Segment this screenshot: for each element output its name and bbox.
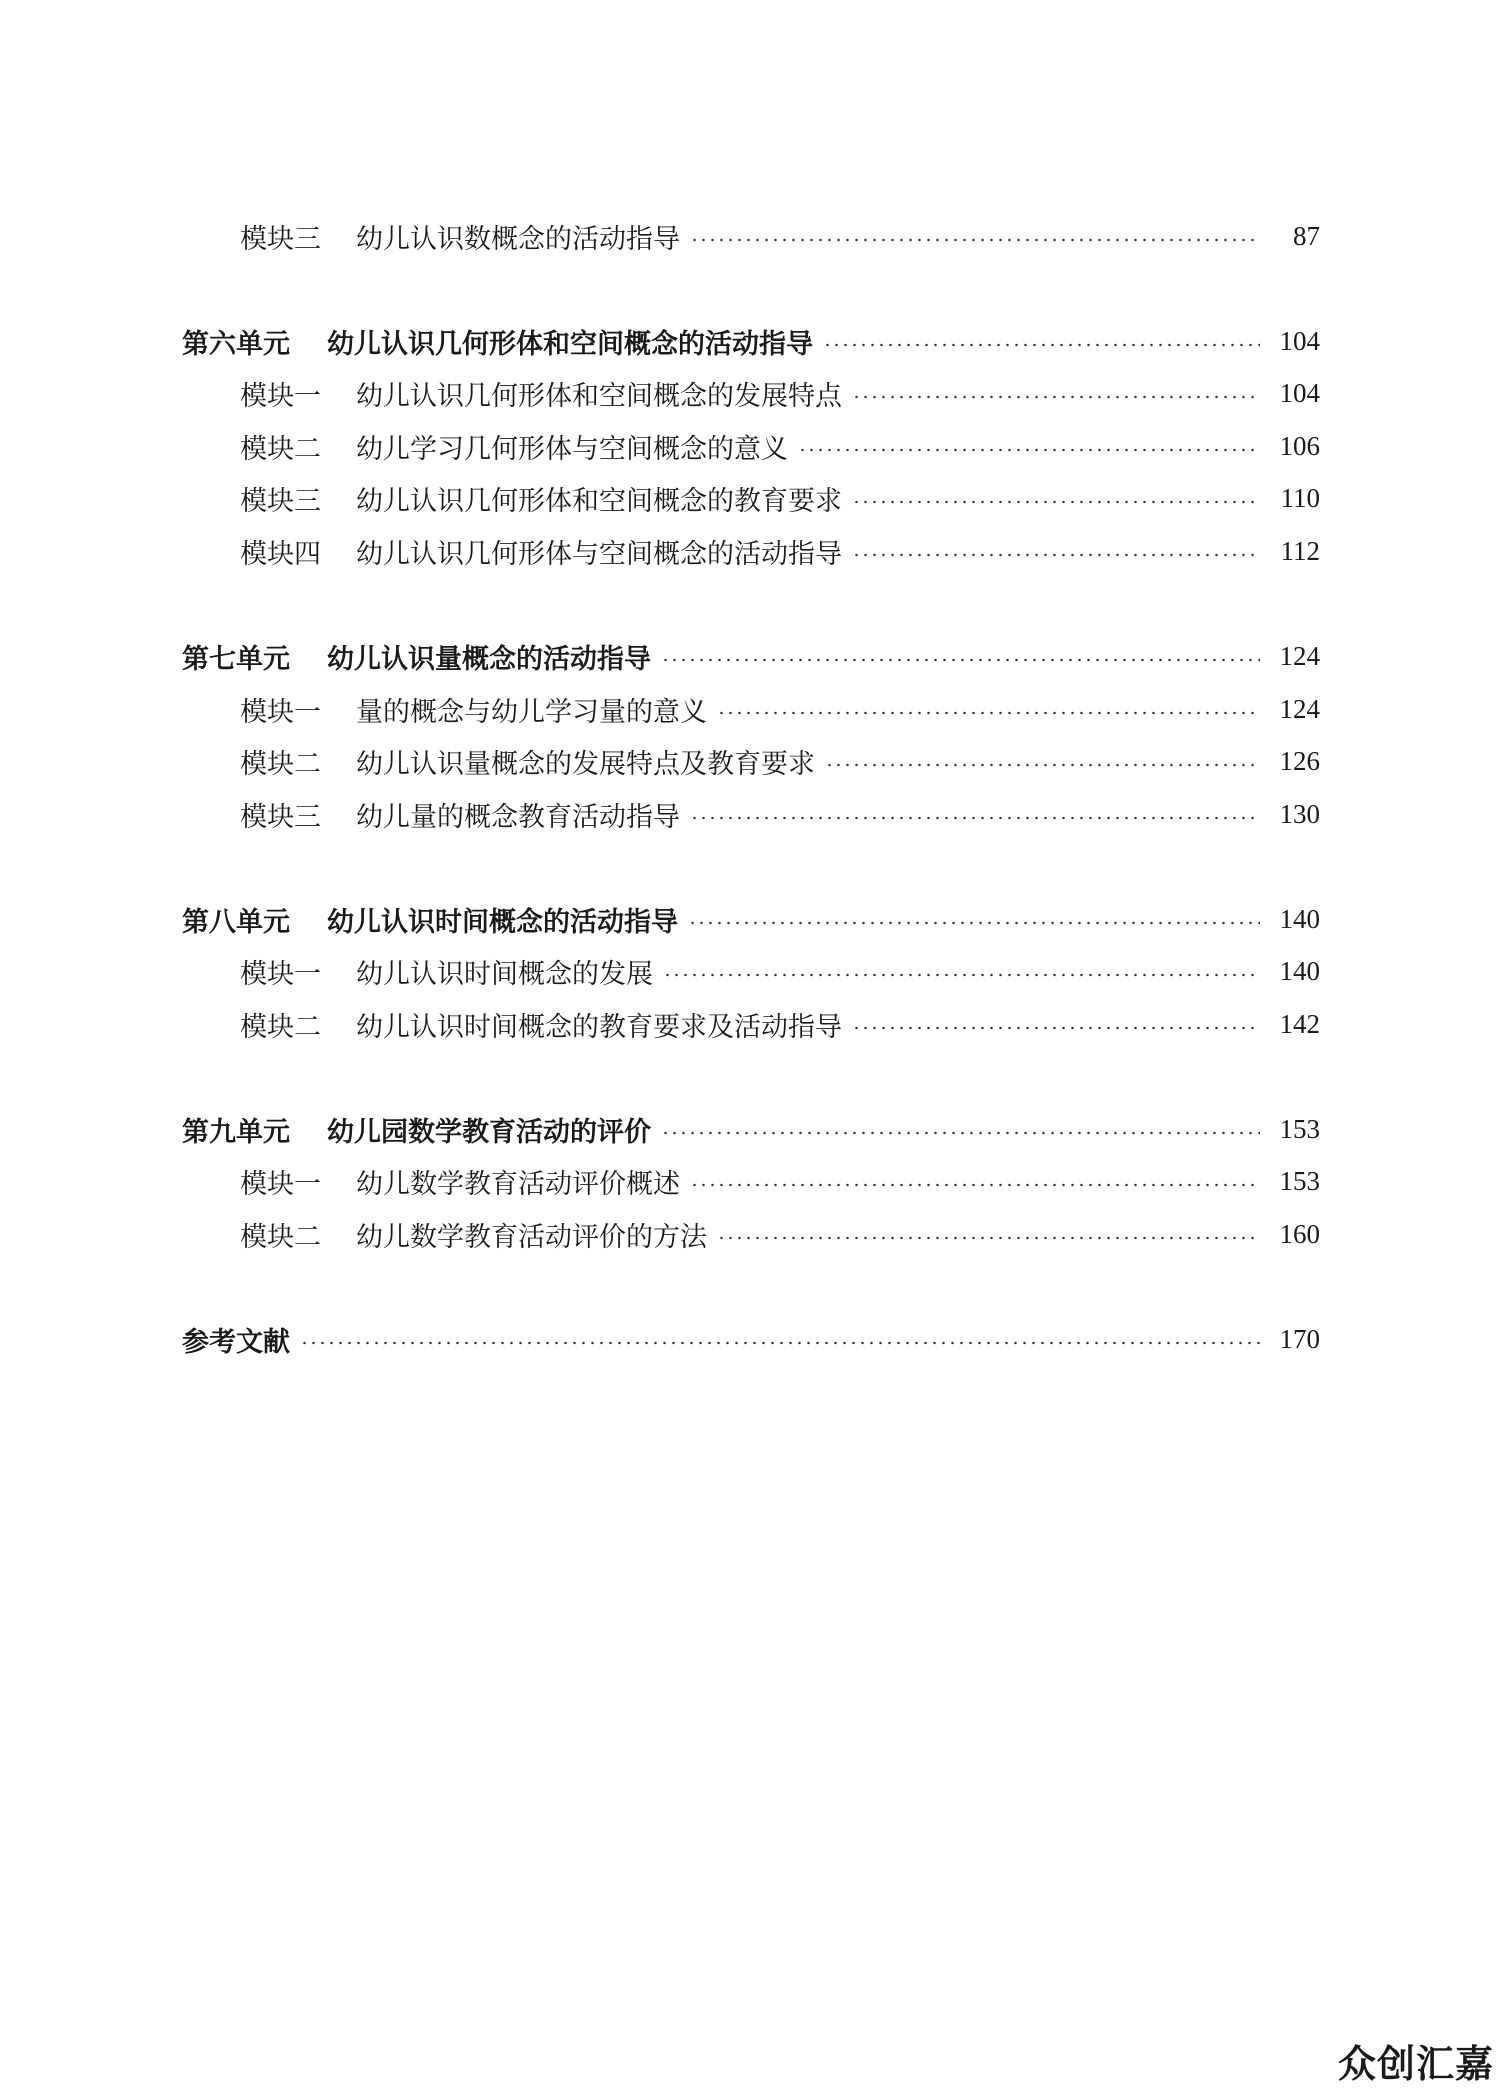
module-label: 模块四	[240, 538, 321, 570]
dot-leader	[852, 500, 1260, 504]
module-title: 幼儿认识几何形体和空间概念的教育要求	[356, 485, 842, 517]
watermark-logo: 众创汇嘉	[1337, 2042, 1494, 2086]
dot-leader	[690, 1183, 1260, 1187]
module-title: 幼儿认识几何形体与空间概念的活动指导	[356, 538, 842, 570]
toc-entry-references[interactable]	[182, 1319, 1320, 1359]
page-number: 124	[1279, 640, 1320, 671]
module-title: 幼儿数学教育活动评价的方法	[356, 1221, 707, 1253]
unit-label: 第九单元	[182, 1116, 290, 1148]
toc-entry-module[interactable]	[240, 216, 1320, 256]
module-label: 模块三	[240, 223, 321, 255]
toc-entry-unit[interactable]	[182, 636, 1320, 676]
unit-title: 幼儿认识几何形体和空间概念的活动指导	[327, 328, 813, 360]
dot-leader	[825, 763, 1260, 767]
page-number: 104	[1279, 325, 1320, 356]
page-number: 112	[1280, 535, 1320, 566]
module-title: 幼儿认识几何形体和空间概念的发展特点	[356, 380, 842, 412]
dot-leader	[661, 658, 1260, 662]
module-title: 幼儿数学教育活动评价概述	[356, 1168, 680, 1200]
module-title: 量的概念与幼儿学习量的意义	[356, 696, 707, 728]
toc-entry-unit[interactable]	[182, 899, 1320, 939]
toc-entry-unit[interactable]	[182, 1109, 1320, 1149]
toc-entry-module[interactable]	[240, 478, 1320, 518]
page-number: 130	[1279, 798, 1320, 829]
module-title: 幼儿学习几何形体与空间概念的意义	[356, 433, 788, 465]
toc-entry-unit[interactable]	[182, 321, 1320, 361]
dot-leader	[688, 921, 1260, 925]
module-label: 模块一	[240, 1168, 321, 1200]
toc-entry-module[interactable]	[240, 426, 1320, 466]
module-label: 模块一	[240, 958, 321, 990]
page-number: 104	[1279, 377, 1320, 408]
page-number: 153	[1279, 1113, 1320, 1144]
module-title: 幼儿量的概念教育活动指导	[356, 801, 680, 833]
dot-leader	[798, 448, 1260, 452]
page-number: 170	[1279, 1323, 1320, 1354]
dot-leader	[717, 711, 1260, 715]
toc-entry-module[interactable]	[240, 741, 1320, 781]
references-title: 参考文献	[182, 1326, 290, 1358]
unit-title: 幼儿园数学教育活动的评价	[327, 1116, 651, 1148]
module-title: 幼儿认识时间概念的教育要求及活动指导	[356, 1011, 842, 1043]
toc-entry-module[interactable]	[240, 1004, 1320, 1044]
module-label: 模块一	[240, 380, 321, 412]
dot-leader	[690, 816, 1260, 820]
toc-entry-module[interactable]	[240, 689, 1320, 729]
module-label: 模块一	[240, 696, 321, 728]
toc-entry-module[interactable]	[240, 1214, 1320, 1254]
module-title: 幼儿认识数概念的活动指导	[356, 223, 680, 255]
page-number: 142	[1279, 1008, 1320, 1039]
module-label: 模块二	[240, 1011, 321, 1043]
toc-entry-module[interactable]	[240, 794, 1320, 834]
toc-entry-module[interactable]	[240, 1161, 1320, 1201]
module-label: 模块二	[240, 1221, 321, 1253]
unit-label: 第八单元	[182, 906, 290, 938]
page-number: 110	[1280, 482, 1320, 513]
toc-entry-module[interactable]	[240, 373, 1320, 413]
page-number: 140	[1279, 955, 1320, 986]
module-label: 模块三	[240, 485, 321, 517]
unit-label: 第七单元	[182, 643, 290, 675]
unit-label: 第六单元	[182, 328, 290, 360]
unit-title: 幼儿认识时间概念的活动指导	[327, 906, 678, 938]
page-number: 87	[1293, 220, 1320, 251]
dot-leader	[823, 343, 1260, 347]
module-label: 模块二	[240, 433, 321, 465]
module-title: 幼儿认识时间概念的发展	[356, 958, 653, 990]
dot-leader	[661, 1131, 1260, 1135]
page-number: 153	[1279, 1165, 1320, 1196]
dot-leader	[690, 238, 1260, 242]
toc-entry-module[interactable]	[240, 531, 1320, 571]
page-number: 160	[1279, 1218, 1320, 1249]
module-label: 模块二	[240, 748, 321, 780]
page-number: 106	[1279, 430, 1320, 461]
dot-leader	[852, 395, 1260, 399]
page-number: 140	[1279, 903, 1320, 934]
dot-leader	[717, 1236, 1260, 1240]
module-label: 模块三	[240, 801, 321, 833]
unit-title: 幼儿认识量概念的活动指导	[327, 643, 651, 675]
dot-leader	[852, 1026, 1260, 1030]
dot-leader	[663, 973, 1260, 977]
page-number: 126	[1279, 745, 1320, 776]
module-title: 幼儿认识量概念的发展特点及教育要求	[356, 748, 815, 780]
page-number: 124	[1279, 693, 1320, 724]
dot-leader	[852, 553, 1260, 557]
dot-leader	[300, 1341, 1260, 1345]
toc-entry-module[interactable]	[240, 951, 1320, 991]
